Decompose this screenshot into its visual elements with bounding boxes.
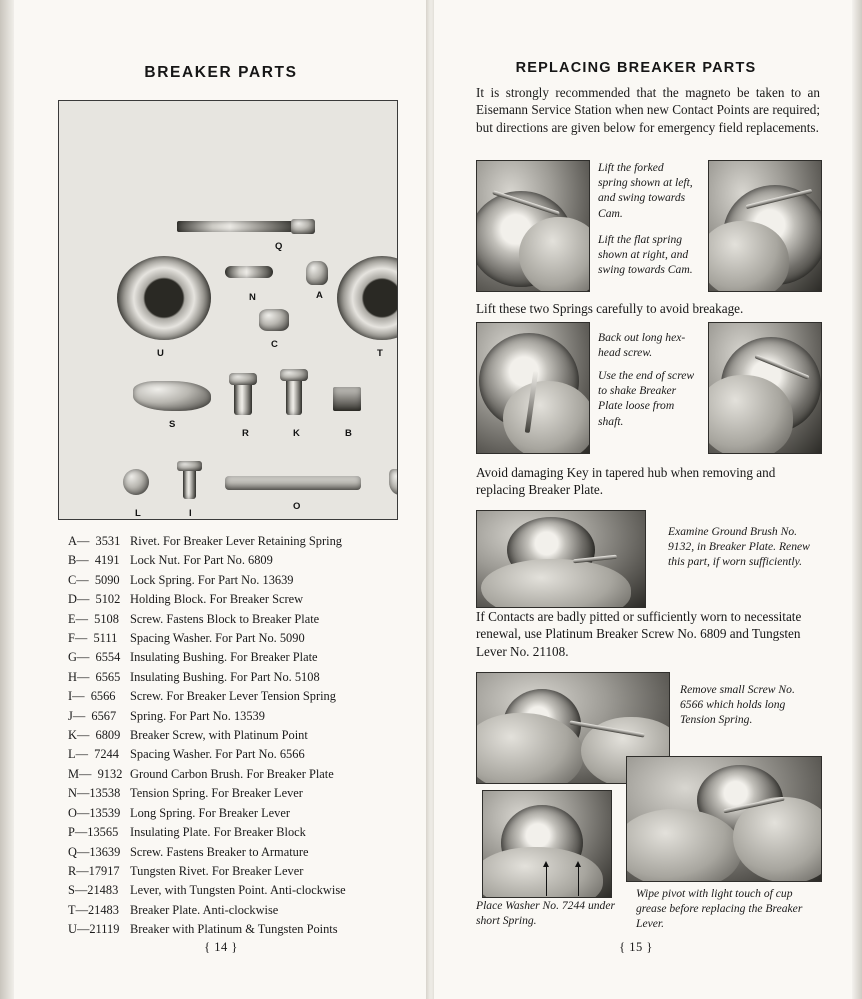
part-photo-k-head (280, 369, 308, 381)
note-lift-springs: Lift these two Springs carefully to avoid breakage. (476, 301, 744, 316)
part-code: S—21483 (68, 883, 119, 898)
part-photo-m (397, 377, 398, 413)
part-description: Insulating Plate. For Breaker Block (130, 825, 306, 840)
part-description: Ground Carbon Brush. For Breaker Plate (130, 766, 334, 781)
parts-list-item (58, 668, 408, 687)
part-photo-q (177, 221, 295, 232)
photo-place-washer (482, 790, 612, 898)
part-description: Spacing Washer. For Part No. 6566 (130, 747, 305, 762)
parts-list-item (58, 823, 408, 842)
part-code: I— 6566 (68, 689, 116, 704)
part-photo-c (259, 309, 289, 331)
figure-label-o: O (293, 501, 301, 512)
part-description: Spacing Washer. For Part No. 5090 (130, 631, 305, 646)
parts-list-item (58, 590, 408, 609)
photo-ground-brush (476, 510, 646, 608)
figure-label-k: K (293, 428, 301, 439)
part-code: J— 6567 (68, 708, 117, 723)
part-code: B— 4191 (68, 553, 120, 568)
figure-label-l: L (135, 508, 142, 519)
parts-list-item (58, 532, 408, 551)
part-code: E— 5108 (68, 611, 119, 626)
part-code: L— 7244 (68, 747, 119, 762)
parts-list-item (58, 707, 408, 726)
caption-remove-small-screw: Remove small Screw No. 6566 which holds long Tension Spring. (680, 683, 795, 727)
part-description: Screw. Fastens Block to Breaker Plate (130, 611, 320, 626)
left-page-title: BREAKER PARTS (144, 64, 298, 81)
part-description: Lock Spring. For Part No. 13639 (130, 572, 294, 587)
part-description: Rivet. For Breaker Lever Retaining Spring (130, 534, 342, 548)
left-page (14, 0, 428, 999)
caption-place-washer: Place Washer No. 7244 under short Spring. (476, 899, 616, 928)
part-photo-k (286, 377, 302, 415)
part-photo-q-head (291, 219, 315, 234)
parts-list-item (58, 920, 408, 939)
part-photo-t (337, 256, 398, 340)
washer-arrow-left (546, 866, 547, 896)
caption-lift-flat-spring: Lift the flat spring shown at right, and swing towards Cam. (598, 233, 693, 277)
part-description: Breaker Plate. Anti-clockwise (130, 902, 279, 917)
part-code: N—13538 (68, 786, 121, 801)
note-contacts-renewal: If Contacts are badly pitted or sufficiently worn to necessitate renewal, use Platinum Breaker Screw No. 6809 and Tungsten Lever No. 21108. (476, 609, 802, 659)
parts-list-item (58, 745, 408, 764)
figure-label-c: C (271, 339, 279, 350)
photo-lift-flat-spring (708, 160, 822, 292)
parts-list-item (58, 862, 408, 881)
figure-label-i: I (189, 508, 193, 519)
part-code: P—13565 (68, 825, 119, 840)
parts-list-item (58, 648, 408, 667)
part-photo-u (117, 256, 211, 340)
caption-shake-plate-loose: Use the end of screw to shake Breaker Plate loose from shaft. (598, 369, 695, 428)
photo-wipe-pivot (626, 756, 822, 882)
figure-label-r: R (242, 428, 250, 439)
figure-label-u: U (157, 348, 165, 359)
part-photo-i (183, 467, 196, 499)
parts-list-item (58, 881, 408, 900)
parts-list-item (58, 629, 408, 648)
part-description: Insulating Bushing. For Part No. 5108 (130, 669, 320, 684)
left-page-folio: { 14 } (204, 940, 238, 954)
part-photo-j (389, 469, 398, 495)
part-description: Screw. For Breaker Lever Tension Spring (130, 689, 336, 704)
part-code: H— 6565 (68, 669, 121, 684)
breaker-parts-figure (58, 100, 398, 520)
parts-list-item (58, 726, 408, 745)
part-description: Lock Nut. For Part No. 6809 (130, 553, 273, 568)
caption-examine-ground-brush: Examine Ground Brush No. 9132, in Breaker Plate. Renew this part, if worn sufficiently. (668, 525, 810, 569)
part-description: Breaker with Platinum & Tungsten Points (130, 922, 338, 937)
caption-back-out-screw: Back out long hex-head screw. (598, 331, 686, 360)
part-code: Q—13639 (68, 844, 121, 859)
part-description: Spring. For Part No. 13539 (130, 708, 265, 723)
right-page-title: REPLACING BREAKER PARTS (515, 60, 757, 76)
part-photo-i-head (177, 461, 202, 471)
caption-lift-forked-spring: Lift the forked spring shown at left, and swing towards Cam. (598, 161, 693, 220)
photo-lift-forked-spring (476, 160, 590, 292)
parts-list-item (58, 551, 408, 570)
photo-back-out-screw (476, 322, 590, 454)
parts-list-item (58, 804, 408, 823)
part-photo-l (123, 469, 149, 495)
part-description: Tungsten Rivet. For Breaker Lever (130, 863, 304, 878)
washer-arrow-right (578, 866, 579, 896)
part-description: Insulating Bushing. For Breaker Plate (130, 650, 318, 665)
parts-list-item (58, 784, 408, 803)
part-code: M— 9132 (68, 766, 123, 781)
figure-label-n: N (249, 292, 257, 303)
part-code: T—21483 (68, 902, 119, 917)
part-description: Breaker Screw, with Platinum Point (130, 728, 308, 743)
page-edge-left (0, 0, 14, 999)
part-photo-r-head (229, 373, 257, 385)
part-photo-o (225, 476, 361, 490)
part-description: Screw. Fastens Breaker to Armature (130, 844, 309, 859)
part-code: F— 5111 (68, 631, 118, 646)
part-code: U—21119 (68, 922, 120, 937)
part-photo-n (225, 266, 273, 278)
parts-list-item (58, 610, 408, 629)
figure-label-b: B (345, 428, 353, 439)
note-avoid-damaging-key: Avoid damaging Key in tapered hub when removing and replacing Breaker Plate. (476, 465, 776, 498)
part-code: R—17917 (68, 863, 120, 878)
part-photo-s (133, 381, 211, 411)
figure-label-q: Q (275, 241, 283, 252)
figure-label-s: S (169, 419, 176, 430)
part-code: A— 3531 (68, 534, 121, 548)
part-description: Tension Spring. For Breaker Lever (130, 786, 303, 801)
right-page (436, 0, 854, 999)
part-code: K— 6809 (68, 728, 121, 743)
parts-list-item (58, 571, 408, 590)
part-description: Long Spring. For Breaker Lever (130, 805, 291, 820)
part-code: D— 5102 (68, 592, 121, 607)
figure-label-t: T (377, 348, 384, 359)
parts-legend-list (58, 532, 408, 940)
part-code: O—13539 (68, 805, 121, 820)
parts-list-item (58, 843, 408, 862)
parts-list-item (58, 687, 408, 706)
parts-list-item (58, 901, 408, 920)
right-page-folio: { 15 } (619, 940, 653, 954)
part-photo-b (333, 387, 361, 411)
parts-list-item (58, 765, 408, 784)
caption-wipe-pivot: Wipe pivot with light touch of cup grease before replacing the Breaker Lever. (636, 887, 803, 931)
photo-shake-plate-loose (708, 322, 822, 454)
part-code: C— 5090 (68, 572, 120, 587)
part-description: Holding Block. For Breaker Screw (130, 592, 304, 607)
part-code: G— 6554 (68, 650, 121, 665)
figure-label-a: A (316, 290, 324, 301)
part-description: Lever, with Tungsten Point. Anti-clockwise (130, 883, 346, 898)
intro-paragraph: It is strongly recommended that the magneto be taken to an Eisemann Service Station when new Contact Points are required; but directions are given below for emergency field replacements. (476, 85, 820, 135)
part-photo-a (306, 261, 328, 285)
